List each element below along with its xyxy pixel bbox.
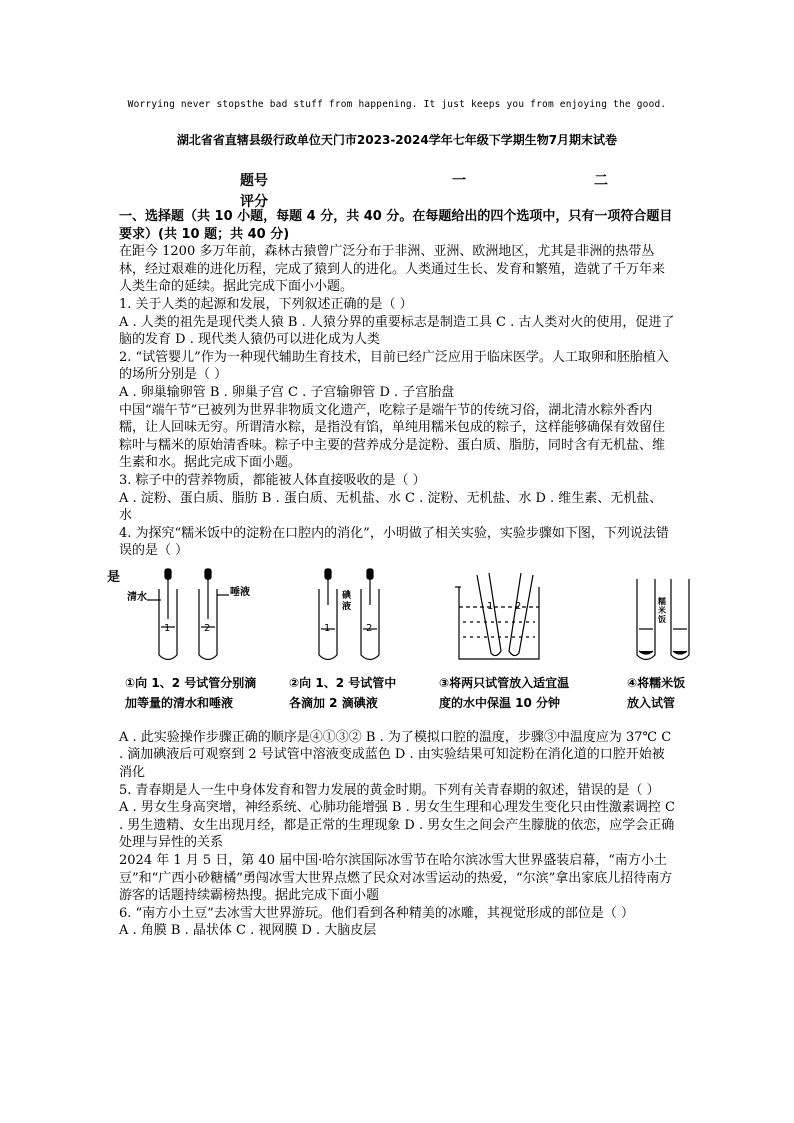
step-1-caption-line-1: ①向 1、2 号试管分别滴 — [125, 675, 257, 690]
step-2-label-iodine: 碘液 — [342, 590, 352, 612]
passage-3: 2024 年 1 月 5 日，第 40 届中国·哈尔滨国际冰雪节在哈尔滨冰雪大世界盛装启幕，“南方小土豆”和“广西小砂糖橘”勇闯冰雪大世界点燃了民众对冰雪运动的热爱，“尔滨”拿出家底儿招待南方游客的话题持续霸榜热搜。据此完成下面小题 — [119, 853, 673, 904]
question-5-options: A . 男女生身高突增，神经系统、心肺功能增强 B . 男女生生理和心理发生变化只由性激素调控 C . 男生遗精、女生出现月经，都是正常的生理现象 D . 男女生之间会产生朦胧的依恋，应学会正确处理与异性的关系 — [119, 800, 675, 851]
figure-step-4 — [627, 567, 707, 710]
passage-1: 在距今 1200 多万年前，森林古猿曾广泛分布于非洲、亚洲、欧洲地区，尤其是非洲的热带丛林，经过艰难的进化历程，完成了猿到人的进化。人类通过生长、发育和繁殖，造就了千万年来人类生命的延续。据此完成下面小小题。 — [119, 244, 666, 295]
question-2-options: A . 卵巢输卵管 B . 卵巢子宫 C . 子宫输卵管 D . 子宫胎盘 — [119, 384, 455, 400]
figure-corner-char: 是 — [107, 569, 121, 585]
passage-2: 中国“端午节”已被列为世界非物质文化遗产，吃粽子是端午节的传统习俗，湖北清水粽外香内糯，让人回味无穷。所谓清水粽，是指没有馅，单纯用糯米包成的粽子，这样能够确保有效留住粽叶与糯米的原始清香味。粽子中主要的营养成分是淀粉、蛋白质、脂肪，同时含有无机盐、维生素和水。据此完成下面小题。 — [119, 402, 666, 471]
step-3-water-bath-icon — [439, 567, 589, 667]
step-2-test-tubes-icon — [289, 567, 419, 667]
step-4-label-rice: 糯米饭 — [658, 596, 666, 624]
figure-step-3 — [439, 567, 589, 710]
step-1-tube-1: 1 — [164, 622, 171, 634]
score-col-2: 二 — [594, 173, 608, 189]
exam-content — [107, 208, 686, 940]
step-3-tube-2: 2 — [515, 600, 522, 612]
motto-text: Worrying never stopsthe bad stuff from happening. It just keeps you from enjoying the good. — [127, 99, 667, 110]
question-6-options: A . 角膜 B . 晶状体 C . 视网膜 D . 大脑皮层 — [119, 923, 377, 939]
step-4-caption-line-1: ④将糯米饭 — [627, 675, 686, 690]
step-3-caption-line-1: ③将两只试管放入适宜温 — [439, 675, 570, 690]
question-4: 4. 为探究“糯米饭中的淀粉在口腔内的消化”，小明做了相关实验，实验步骤如下图，下列说法错误的是（ ） — [119, 525, 669, 559]
question-3-options: A . 淀粉、蛋白质、脂肪 B . 蛋白质、无机盐、水 C . 淀粉、无机盐、水 D . 维生素、无机盐、水 — [119, 490, 663, 524]
figure-step-2 — [289, 567, 419, 710]
score-col-1: 一 — [452, 173, 466, 189]
step-1-label-saliva: 唾液 — [230, 586, 250, 598]
step-4-test-tubes-icon — [627, 567, 707, 667]
step-2-caption-line-2: 各滴加 2 滴碘液 — [289, 695, 378, 710]
step-3-tube-1: 1 — [487, 600, 494, 612]
question-4-options: A . 此实验操作步骤正确的顺序是④①③② B . 为了模拟口腔的温度，步骤③中温度应为 37℃ C . 滴加碘液后可观察到 2 号试管中溶液变成蓝色 D . 由实验结果可知淀粉在消化道的口腔开始被消化 — [119, 729, 672, 781]
score-table — [0, 170, 794, 210]
page-title: 湖北省省直辖县级行政单位天门市2023-2024学年七年级下学期生物7月期末试卷 — [176, 133, 618, 147]
question-3: 3. 粽子中的营养物质，都能被人体直接吸收的是（ ） — [119, 472, 426, 488]
question-5: 5. 青春期是人一生中身体发育和智力发展的黄金时期。下列有关青春期的叙述，错误的是（ ） — [119, 782, 660, 798]
step-1-test-tubes-icon — [125, 567, 265, 667]
step-2-tube-2: 2 — [366, 622, 373, 634]
step-1-label-water: 清水 — [127, 591, 147, 603]
section-heading: 一、选择题（共 10 小题，每题 4 分，共 40 分。在每题给出的四个选项中，只有一项符合题目要求）(共 10 题；共 40 分) — [119, 209, 673, 242]
question-1: 1. 关于人类的起源和发展，下列叙述正确的是（ ） — [119, 296, 413, 312]
question-2: 2. “试管婴儿”作为一种现代辅助生育技术，目前已经广泛应用于临床医学。人工取卵和胚胎植入的场所分别是（ ） — [119, 349, 669, 383]
question-6: 6. “南方小土豆”去冰雪大世界游玩。他们看到各种精美的冰雕，其视觉形成的部位是（ ） — [119, 905, 634, 921]
experiment-figure — [107, 567, 707, 725]
figure-step-1 — [125, 567, 265, 710]
question-1-options: A . 人类的祖先是现代类人猿 B . 人猿分界的重要标志是制造工具 C . 古人类对火的使用，促进了脑的发育 D . 现代类人猿仍可以进化成为人类 — [119, 314, 675, 348]
step-2-caption-line-1: ②向 1、2 号试管中 — [289, 675, 397, 690]
step-1-tube-2: 2 — [204, 622, 211, 634]
score-row-label-2: 评分 — [240, 194, 268, 210]
step-2-tube-1: 1 — [324, 622, 331, 634]
step-1-caption-line-2: 加等量的清水和唾液 — [125, 695, 234, 710]
score-row-label: 题号 — [240, 173, 268, 189]
step-3-caption-line-2: 度的水中保温 10 分钟 — [439, 695, 561, 710]
step-4-caption-line-2: 放入试管 — [627, 695, 676, 710]
